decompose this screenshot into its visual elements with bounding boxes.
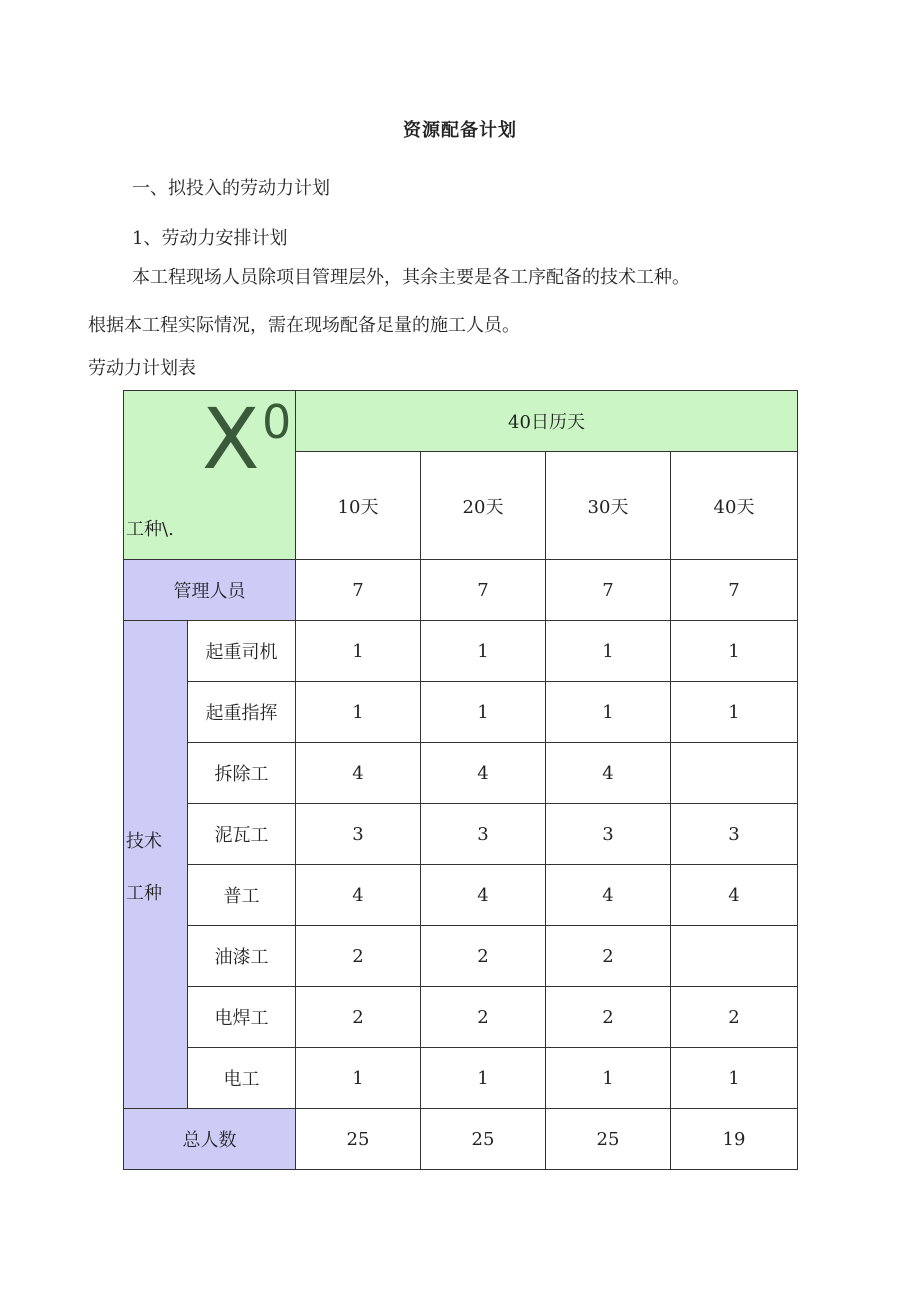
trade-label: 普工 <box>188 865 296 926</box>
corner-x-mark: X <box>202 390 260 488</box>
table-cell: 1 <box>421 682 546 743</box>
trade-label: 电工 <box>188 1048 296 1109</box>
table-row <box>124 1048 798 1109</box>
table-cell: 3 <box>296 804 421 865</box>
table-cell: 7 <box>421 560 546 621</box>
table-row <box>124 1109 798 1170</box>
table-cell: 25 <box>546 1109 671 1170</box>
table-cell: 7 <box>546 560 671 621</box>
page-title: 资源配备计划 <box>403 120 517 141</box>
table-cell: 25 <box>296 1109 421 1170</box>
paragraph-line-2: 根据本工程实际情况，需在现场配备足量的施工人员。 <box>88 315 520 336</box>
table-corner-cell <box>124 391 296 560</box>
table-cell: 2 <box>296 926 421 987</box>
table-row <box>124 682 798 743</box>
labor-plan-table <box>123 390 798 1170</box>
table-cell: 2 <box>671 987 798 1048</box>
corner-superscript: 0 <box>262 395 292 449</box>
table-cell: 4 <box>546 865 671 926</box>
section-heading: 一、拟投入的劳动力计划 <box>132 178 330 199</box>
table-row <box>124 987 798 1048</box>
table-cell: 2 <box>296 987 421 1048</box>
table-cell <box>671 926 798 987</box>
table-row <box>124 804 798 865</box>
table-cell: 1 <box>296 1048 421 1109</box>
corner-label: 工种\. <box>126 519 174 540</box>
table-cell: 4 <box>671 865 798 926</box>
table-cell: 1 <box>421 1048 546 1109</box>
table-cell: 1 <box>296 621 421 682</box>
total-label: 总人数 <box>124 1109 296 1170</box>
table-row <box>124 865 798 926</box>
day-header: 40天 <box>671 452 798 560</box>
trade-label: 电焊工 <box>188 987 296 1048</box>
table-cell: 1 <box>546 682 671 743</box>
table-row <box>124 560 798 621</box>
trade-label: 拆除工 <box>188 743 296 804</box>
table-cell: 7 <box>671 560 798 621</box>
day-header: 30天 <box>546 452 671 560</box>
table-cell: 1 <box>671 621 798 682</box>
table-cell: 4 <box>421 865 546 926</box>
table-cell: 1 <box>421 621 546 682</box>
trade-label: 泥瓦工 <box>188 804 296 865</box>
table-cell: 4 <box>546 743 671 804</box>
table-cell: 1 <box>671 682 798 743</box>
table-cell: 1 <box>296 682 421 743</box>
table-cell: 2 <box>421 926 546 987</box>
table-row <box>124 926 798 987</box>
table-cell: 1 <box>546 1048 671 1109</box>
table-cell: 4 <box>296 743 421 804</box>
table-cell <box>671 743 798 804</box>
day-header: 10天 <box>296 452 421 560</box>
table-row <box>124 621 798 682</box>
table-cell: 7 <box>296 560 421 621</box>
table-cell: 3 <box>421 804 546 865</box>
trade-label: 起重司机 <box>188 621 296 682</box>
table-cell: 2 <box>421 987 546 1048</box>
period-header: 40日历天 <box>296 391 798 452</box>
table-cell: 25 <box>421 1109 546 1170</box>
table-cell: 2 <box>546 926 671 987</box>
tech-group-label <box>124 621 188 1109</box>
table-cell: 4 <box>421 743 546 804</box>
table-cell: 19 <box>671 1109 798 1170</box>
table-cell: 3 <box>546 804 671 865</box>
table-cell: 1 <box>671 1048 798 1109</box>
day-header: 20天 <box>421 452 546 560</box>
table-cell: 4 <box>296 865 421 926</box>
table-cell: 1 <box>546 621 671 682</box>
tech-group-line-2: 工种 <box>126 883 162 904</box>
table-cell: 3 <box>671 804 798 865</box>
subsection-heading: 1、劳动力安排计划 <box>132 228 288 249</box>
tech-group-line-1: 技术 <box>126 831 162 852</box>
table-cell: 2 <box>546 987 671 1048</box>
trade-label: 起重指挥 <box>188 682 296 743</box>
table-row <box>124 743 798 804</box>
paragraph-line-1: 本工程现场人员除项目管理层外，其余主要是各工序配备的技术工种。 <box>132 267 690 288</box>
table-caption: 劳动力计划表 <box>88 358 196 379</box>
trade-label: 油漆工 <box>188 926 296 987</box>
management-label: 管理人员 <box>124 560 296 621</box>
